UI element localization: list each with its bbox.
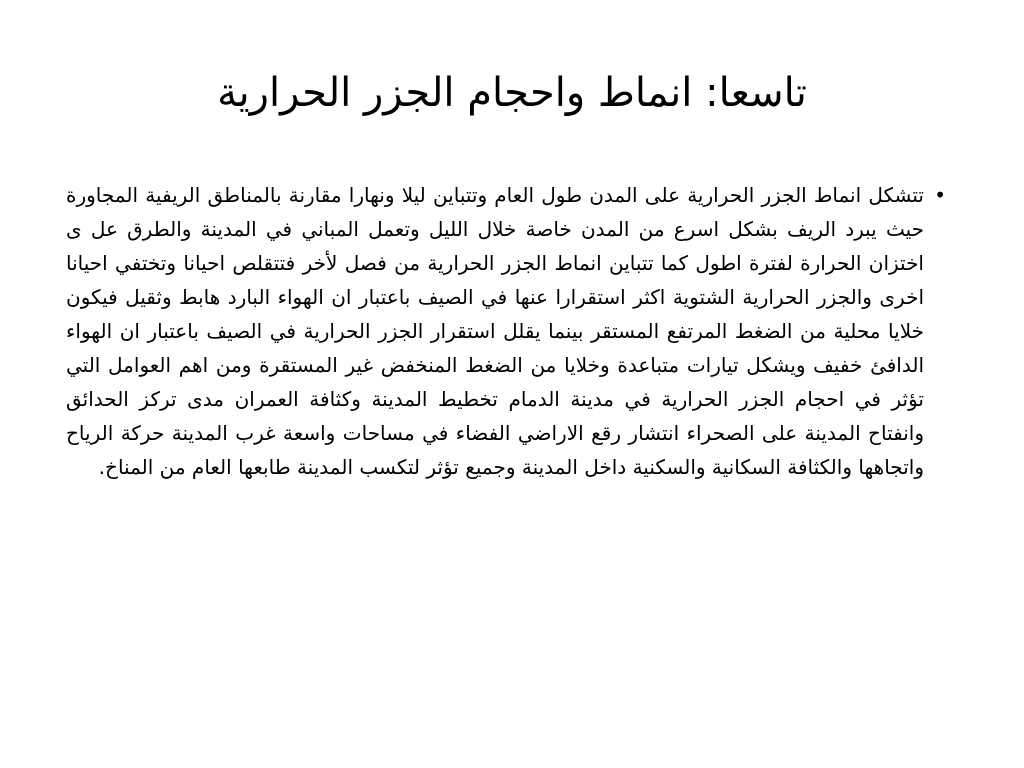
bullet-list <box>66 178 946 484</box>
bullet-icon: • <box>934 183 946 207</box>
bullet-item <box>66 178 946 484</box>
slide-body <box>66 178 946 648</box>
slide-title: تاسعا: انماط واحجام الجزر الحرارية <box>217 70 807 116</box>
bullet-text: تتشكل انماط الجزر الحرارية على المدن طول العام وتتباين ليلا ونهارا مقارنة بالمناطق الريفية المجاورة حيث يبرد الريف بشكل اسرع من المدن خاصة خلال الليل وتعمل المباني في المدينة والطرق عل ى اختزان الحرارة لفترة اطول كما تتباين انماط الجزر الحرارية من فصل لأخر فتتقلص احيانا وتختفي احيانا اخرى والجزر الحرارية الشتوية اكثر استقرارا عنها في الصيف باعتبار ان الهواء البارد هابط وثقيل فيكون خلايا محلية من الضغط المرتفع المستقر بينما يقلل استقرار الجزر الحرارية في الصيف باعتبار ان الهواء الدافئ خفيف ويشكل تيارات متباعدة وخلايا من الضغط المنخفض غير المستقرة ومن اهم العوامل التي تؤثر في احجام الجزر الحرارية في مدينة الدمام تخطيط المدينة وكثافة العمران مدى تركز الحدائق وانفتاح المدينة على الصحراء انتشار رقع الاراضي الفضاء في مساحات واسعة غرب المدينة حركة الرياح واتجاهها والكثافة السكانية والسكنية داخل المدينة وجميع تؤثر لتكسب المدينة طابعها العام من المناخ. <box>66 183 924 479</box>
